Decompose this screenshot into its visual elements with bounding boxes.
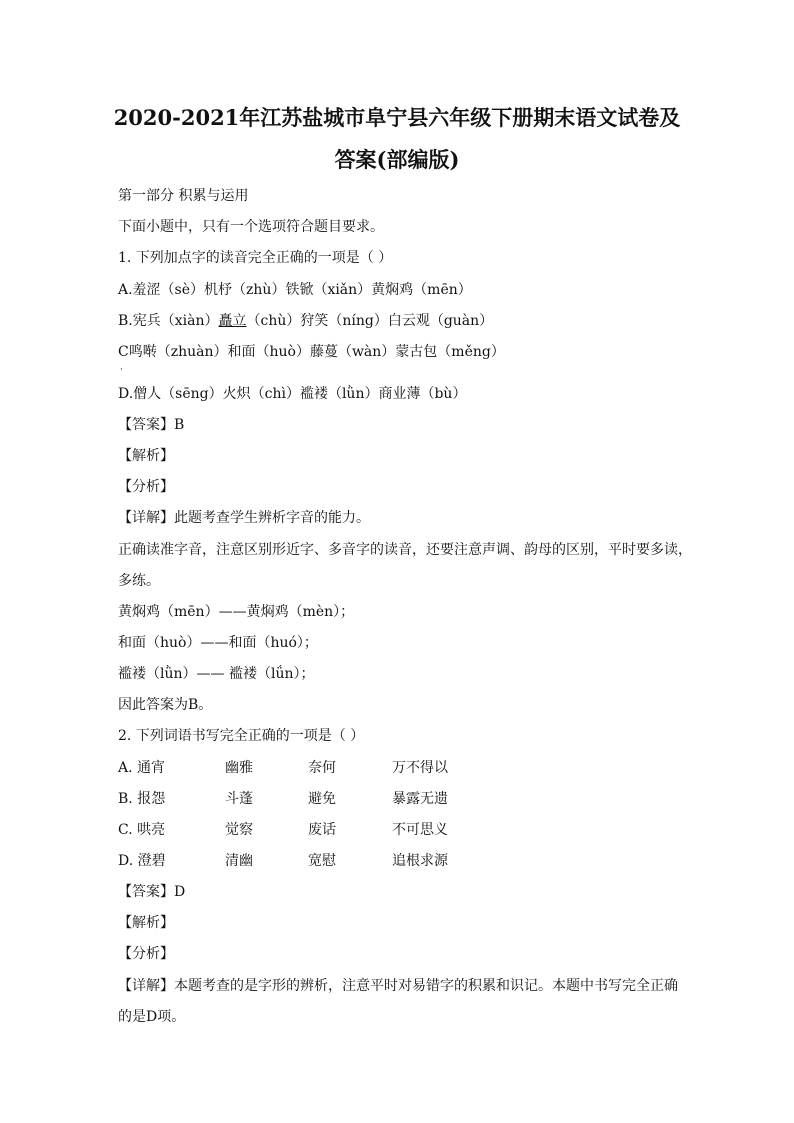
q2-option-cell: 废话	[308, 822, 336, 838]
detail-2b: 的是D项。	[118, 1009, 186, 1025]
explanation-1c: 黄焖鸡（mēn）——黄焖鸡（mèn）；	[118, 604, 355, 620]
question-1: 1. 下列加点字的读音完全正确的一项是（ ）	[118, 250, 393, 266]
emphasis-dot: ·	[120, 365, 123, 375]
q2-option-cell: 追根求源	[392, 853, 448, 869]
q2-option-cell: A. 通宵	[118, 760, 166, 776]
q1-option-b-prefix: B.宪兵（xiàn）	[118, 313, 219, 329]
q1-option-c: C鸣啭（zhuàn）和面（huò）藤蔓（wàn）蒙古包（měng）	[118, 344, 505, 360]
q2-option-cell: 奈何	[308, 760, 336, 776]
q2-option-cell: 幽雅	[225, 760, 253, 776]
q2-option-cell: 斗蓬	[225, 791, 253, 807]
explanation-1b: 多练。	[118, 573, 160, 589]
detail-2a: 【详解】本题考查的是字形的辨析，注意平时对易错字的积累和识记。本题中书写完全正确	[118, 978, 678, 994]
q2-option-cell: C. 哄亮	[118, 822, 166, 838]
q1-option-b-underlined: 矗立	[218, 313, 247, 329]
detail-1: 【详解】此题考查学生辨析字音的能力。	[118, 510, 370, 526]
q1-option-d: D.僧人（sēng）火炽（chì）褴褛（lǜn）商业薄（bù）	[118, 386, 467, 402]
q2-option-cell: 宽慰	[308, 853, 336, 869]
analysis-2: 【解析】	[118, 915, 174, 931]
document-title-line-1: 2020-2021年江苏盐城市阜宁县六年级下册期末语文试卷及	[113, 105, 681, 130]
explanation-1d: 和面（huò）——和面（huó）；	[118, 635, 318, 651]
q2-option-cell: 不可思义	[392, 822, 448, 838]
analysis-1: 【解析】	[118, 448, 174, 464]
breakdown-2: 【分析】	[118, 946, 174, 962]
q1-option-b-suffix: （chù）狩笑（níng）白云观（guàn）	[246, 313, 494, 329]
question-2: 2. 下列词语书写完全正确的一项是（ ）	[118, 728, 365, 744]
explanation-1e: 褴褛（lǜn）—— 褴褛（lǘn）；	[118, 666, 315, 682]
q2-option-cell: 避免	[308, 791, 336, 807]
answer-1: 【答案】B	[118, 417, 185, 433]
q2-option-cell: D. 澄碧	[118, 853, 166, 869]
breakdown-1: 【分析】	[118, 479, 174, 495]
explanation-1f: 因此答案为B。	[118, 697, 213, 713]
q2-option-cell: 觉察	[225, 822, 253, 838]
explanation-1a: 正确读准字音，注意区别形近字、多音字的读音，还要注意声调、韵母的区别，平时要多读，	[118, 542, 692, 558]
q2-option-cell: 暴露无遗	[392, 791, 448, 807]
q2-option-cell: B. 报怨	[118, 791, 166, 807]
q2-option-cell: 清幽	[225, 853, 253, 869]
answer-2: 【答案】D	[118, 884, 186, 900]
section-heading: 第一部分 积累与运用	[118, 188, 249, 204]
q1-option-a: A.羞涩（sè）机杼（zhù）铁锨（xiǎn）黄焖鸡（mēn）	[118, 282, 472, 298]
q2-option-cell: 万不得以	[392, 760, 448, 776]
instruction-text: 下面小题中，只有一个选项符合题目要求。	[118, 219, 384, 235]
q1-option-b	[118, 311, 493, 331]
document-title-line-2: 答案(部编版)	[334, 147, 460, 172]
